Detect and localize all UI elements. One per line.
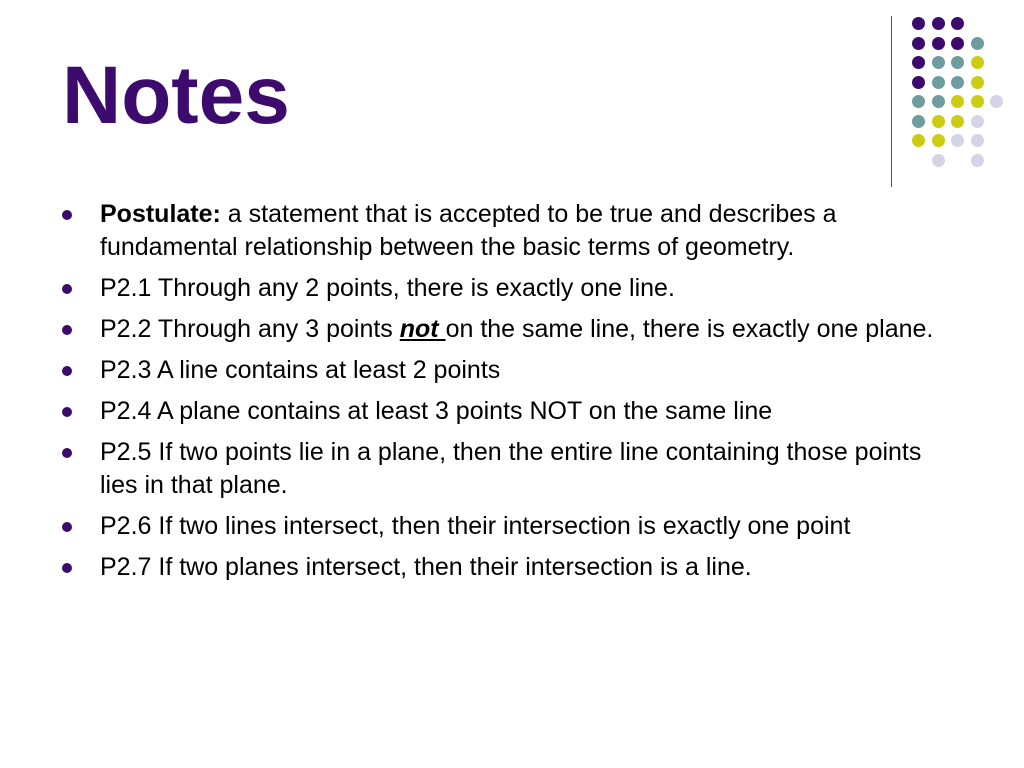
bullet-p2-5 [62, 436, 962, 502]
bullet-list [62, 198, 962, 592]
bullet-p2-1 [62, 272, 962, 305]
decor-dot [932, 76, 945, 89]
decor-dot [951, 37, 964, 50]
decor-dot [932, 154, 945, 167]
bullet-postulate-definition [62, 198, 962, 264]
bullet-text-after: on the same line, there is exactly one plane. [445, 315, 934, 343]
bullet-text: P2.3 A line contains at least 2 points [100, 356, 501, 384]
bullet-dot-icon [62, 448, 72, 458]
decor-dot [971, 154, 984, 167]
bullet-text: P2.1 Through any 2 points, there is exactly one line. [100, 274, 675, 302]
bullet-dot-icon [62, 563, 72, 573]
bullet-text: P2.4 A plane contains at least 3 points NOT on the same line [100, 397, 773, 425]
bullet-p2-3 [62, 354, 962, 387]
decor-dot [912, 95, 925, 108]
title-divider-line [891, 16, 892, 187]
emphasized-word: not [399, 315, 446, 343]
bullet-p2-2 [62, 313, 962, 346]
decor-dot [951, 95, 964, 108]
decor-dot [932, 17, 945, 30]
postulate-definition-text: a statement that is accepted to be true and describes a fundamental relationship between the basic terms of geometry. [100, 200, 837, 261]
decor-dot [932, 134, 945, 147]
decor-dot [971, 37, 984, 50]
decor-dot [932, 115, 945, 128]
decorative-dot-grid [0, 0, 1024, 200]
bullet-dot-icon [62, 366, 72, 376]
decor-dot [971, 134, 984, 147]
decor-dot [932, 37, 945, 50]
bullet-p2-4 [62, 395, 962, 428]
decor-dot [951, 134, 964, 147]
bullet-text: P2.6 If two lines intersect, then their intersection is exactly one point [100, 512, 851, 540]
bullet-text: P2.5 If two points lie in a plane, then the entire line containing those points lies in that plane. [100, 438, 922, 499]
decor-dot [951, 17, 964, 30]
decor-dot [912, 134, 925, 147]
decor-dot [971, 56, 984, 69]
decor-dot [932, 95, 945, 108]
postulate-term: Postulate: [100, 200, 221, 228]
bullet-p2-7 [62, 551, 962, 584]
bullet-text-before: P2.2 Through any 3 points [100, 315, 400, 343]
decor-dot [912, 76, 925, 89]
slide-title: Notes [62, 50, 290, 141]
decor-dot [912, 56, 925, 69]
bullet-dot-icon [62, 325, 72, 335]
bullet-p2-6 [62, 510, 962, 543]
decor-dot [912, 37, 925, 50]
decor-dot [951, 115, 964, 128]
bullet-dot-icon [62, 407, 72, 417]
decor-dot [912, 115, 925, 128]
decor-dot [990, 95, 1003, 108]
decor-dot [971, 76, 984, 89]
decor-dot [912, 17, 925, 30]
decor-dot [951, 76, 964, 89]
decor-dot [971, 95, 984, 108]
bullet-dot-icon [62, 210, 72, 220]
decor-dot [932, 56, 945, 69]
bullet-dot-icon [62, 284, 72, 294]
decor-dot [951, 56, 964, 69]
decor-dot [971, 115, 984, 128]
bullet-text: P2.7 If two planes intersect, then their intersection is a line. [100, 553, 752, 581]
bullet-dot-icon [62, 522, 72, 532]
